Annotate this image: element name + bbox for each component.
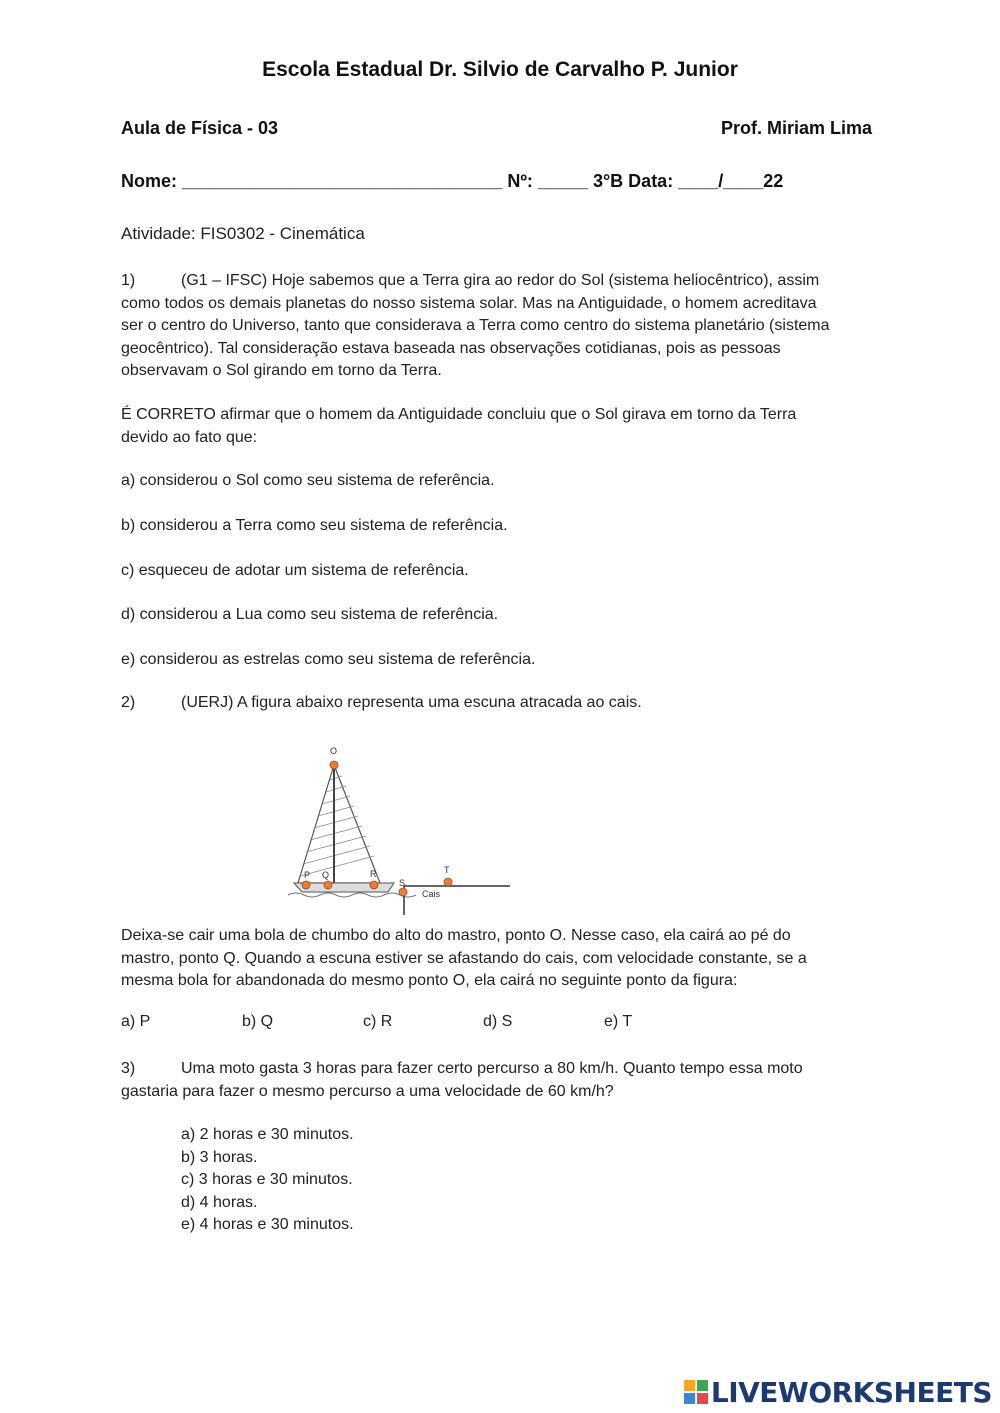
point-s-ball xyxy=(399,888,407,896)
teacher-name: Prof. Miriam Lima xyxy=(720,118,872,138)
q2-option-a: a) P xyxy=(121,1013,151,1030)
question-2-description xyxy=(121,925,881,993)
description-line: mesma bola for abandonada do mesmo ponto O, ela cairá no seguinte ponto da figura: xyxy=(121,972,738,989)
water xyxy=(288,893,416,897)
question-1 xyxy=(121,270,881,383)
q3-options xyxy=(181,1124,354,1237)
q1-option-e: e) considerou as estrelas como seu sistema de referência. xyxy=(121,651,536,668)
question-text: ser o centro do Universo, tanto que considerava a Terra como centro do sistema planetário (sistema xyxy=(121,317,830,334)
liveworksheets-logo xyxy=(683,1377,992,1407)
q3-option-d: d) 4 horas. xyxy=(181,1193,258,1211)
statement-line: É CORRETO afirmar que o homem da Antiguidade concluiu que o Sol girava em torno da Terra xyxy=(121,406,797,423)
point-r-ball xyxy=(370,881,378,889)
description-line: Deixa-se cair uma bola de chumbo do alto do mastro, ponto O. Nesse caso, ela cairá ao pé do xyxy=(121,927,791,944)
statement-line: devido ao fato que: xyxy=(121,428,258,446)
point-p-ball xyxy=(302,881,310,889)
description-line: mastro, ponto Q. Quando a escuna estiver se afastando do cais, com velocidade constante, se a xyxy=(121,949,807,967)
q2-option-b: b) Q xyxy=(242,1013,274,1030)
question-text: como todos os demais planetas do nosso sistema solar. Mas na Antiguidade, o homem acreditava xyxy=(121,294,817,312)
schooner-illustration xyxy=(280,740,520,920)
question-text: (G1 – IFSC) Hoje sabemos que a Terra gira ao redor do Sol (sistema heliocêntrico), assim xyxy=(181,272,820,289)
logo-text: LIVEWORKSHEETS xyxy=(710,1375,992,1409)
lesson-title: Aula de Física - 03 xyxy=(121,118,279,138)
label-s: S xyxy=(399,878,406,888)
question-2 xyxy=(121,692,642,715)
schooner-figure xyxy=(280,740,520,920)
q2-option-e: e) T xyxy=(604,1013,633,1030)
label-o: O xyxy=(330,746,338,756)
activity-label: Atividade: FIS0302 - Cinemática xyxy=(121,224,365,243)
q1-option-a: a) considerou o Sol como seu sistema de referência. xyxy=(121,472,495,489)
label-r: R xyxy=(370,869,377,879)
question-text: (UERJ) A figura abaixo representa uma escuna atracada ao cais. xyxy=(181,694,642,711)
question-number: 3) xyxy=(121,1060,136,1077)
label-t: T xyxy=(444,865,450,875)
q3-option-c: c) 3 horas e 30 minutos. xyxy=(181,1171,353,1188)
q3-option-e: e) 4 horas e 30 minutos. xyxy=(181,1216,354,1233)
q1-option-d: d) considerou a Lua como seu sistema de referência. xyxy=(121,606,499,623)
q2-option-d: d) S xyxy=(483,1013,513,1030)
question-text: gastaria para fazer o mesmo percurso a uma velocidade de 60 km/h? xyxy=(121,1082,614,1100)
school-title: Escola Estadual Dr. Silvio de Carvalho P. Junior xyxy=(262,58,738,81)
point-t-ball xyxy=(444,878,452,886)
q1-option-b: b) considerou a Terra como seu sistema de referência. xyxy=(121,517,508,534)
point-q-ball xyxy=(324,881,332,889)
question-1-statement xyxy=(121,404,881,449)
question-3 xyxy=(121,1058,881,1103)
question-text: geocêntrico). Tal consideração estava baseada nas observações cotidianas, pois as pessoas xyxy=(121,339,781,357)
q3-option-b: b) 3 horas. xyxy=(181,1148,258,1166)
label-p: P xyxy=(304,870,311,880)
question-text: observavam o Sol girando em torno da Terra. xyxy=(121,362,442,379)
point-o-ball xyxy=(330,761,338,769)
q3-option-a: a) 2 horas e 30 minutos. xyxy=(181,1126,354,1143)
q2-option-c: c) R xyxy=(363,1013,393,1030)
question-text: Uma moto gasta 3 horas para fazer certo percurso a 80 km/h. Quanto tempo essa moto xyxy=(181,1060,803,1077)
label-cais: Cais xyxy=(422,889,441,899)
q1-option-c: c) esqueceu de adotar um sistema de referência. xyxy=(121,562,469,579)
label-q: Q xyxy=(322,870,330,880)
liveworksheets-icon xyxy=(683,1379,709,1405)
student-info-line: Nome: ________________________________ Nº: _____ 3°B Data: ____/____22 xyxy=(121,171,784,191)
question-number: 2) xyxy=(121,694,136,711)
question-number: 1) xyxy=(121,272,136,289)
